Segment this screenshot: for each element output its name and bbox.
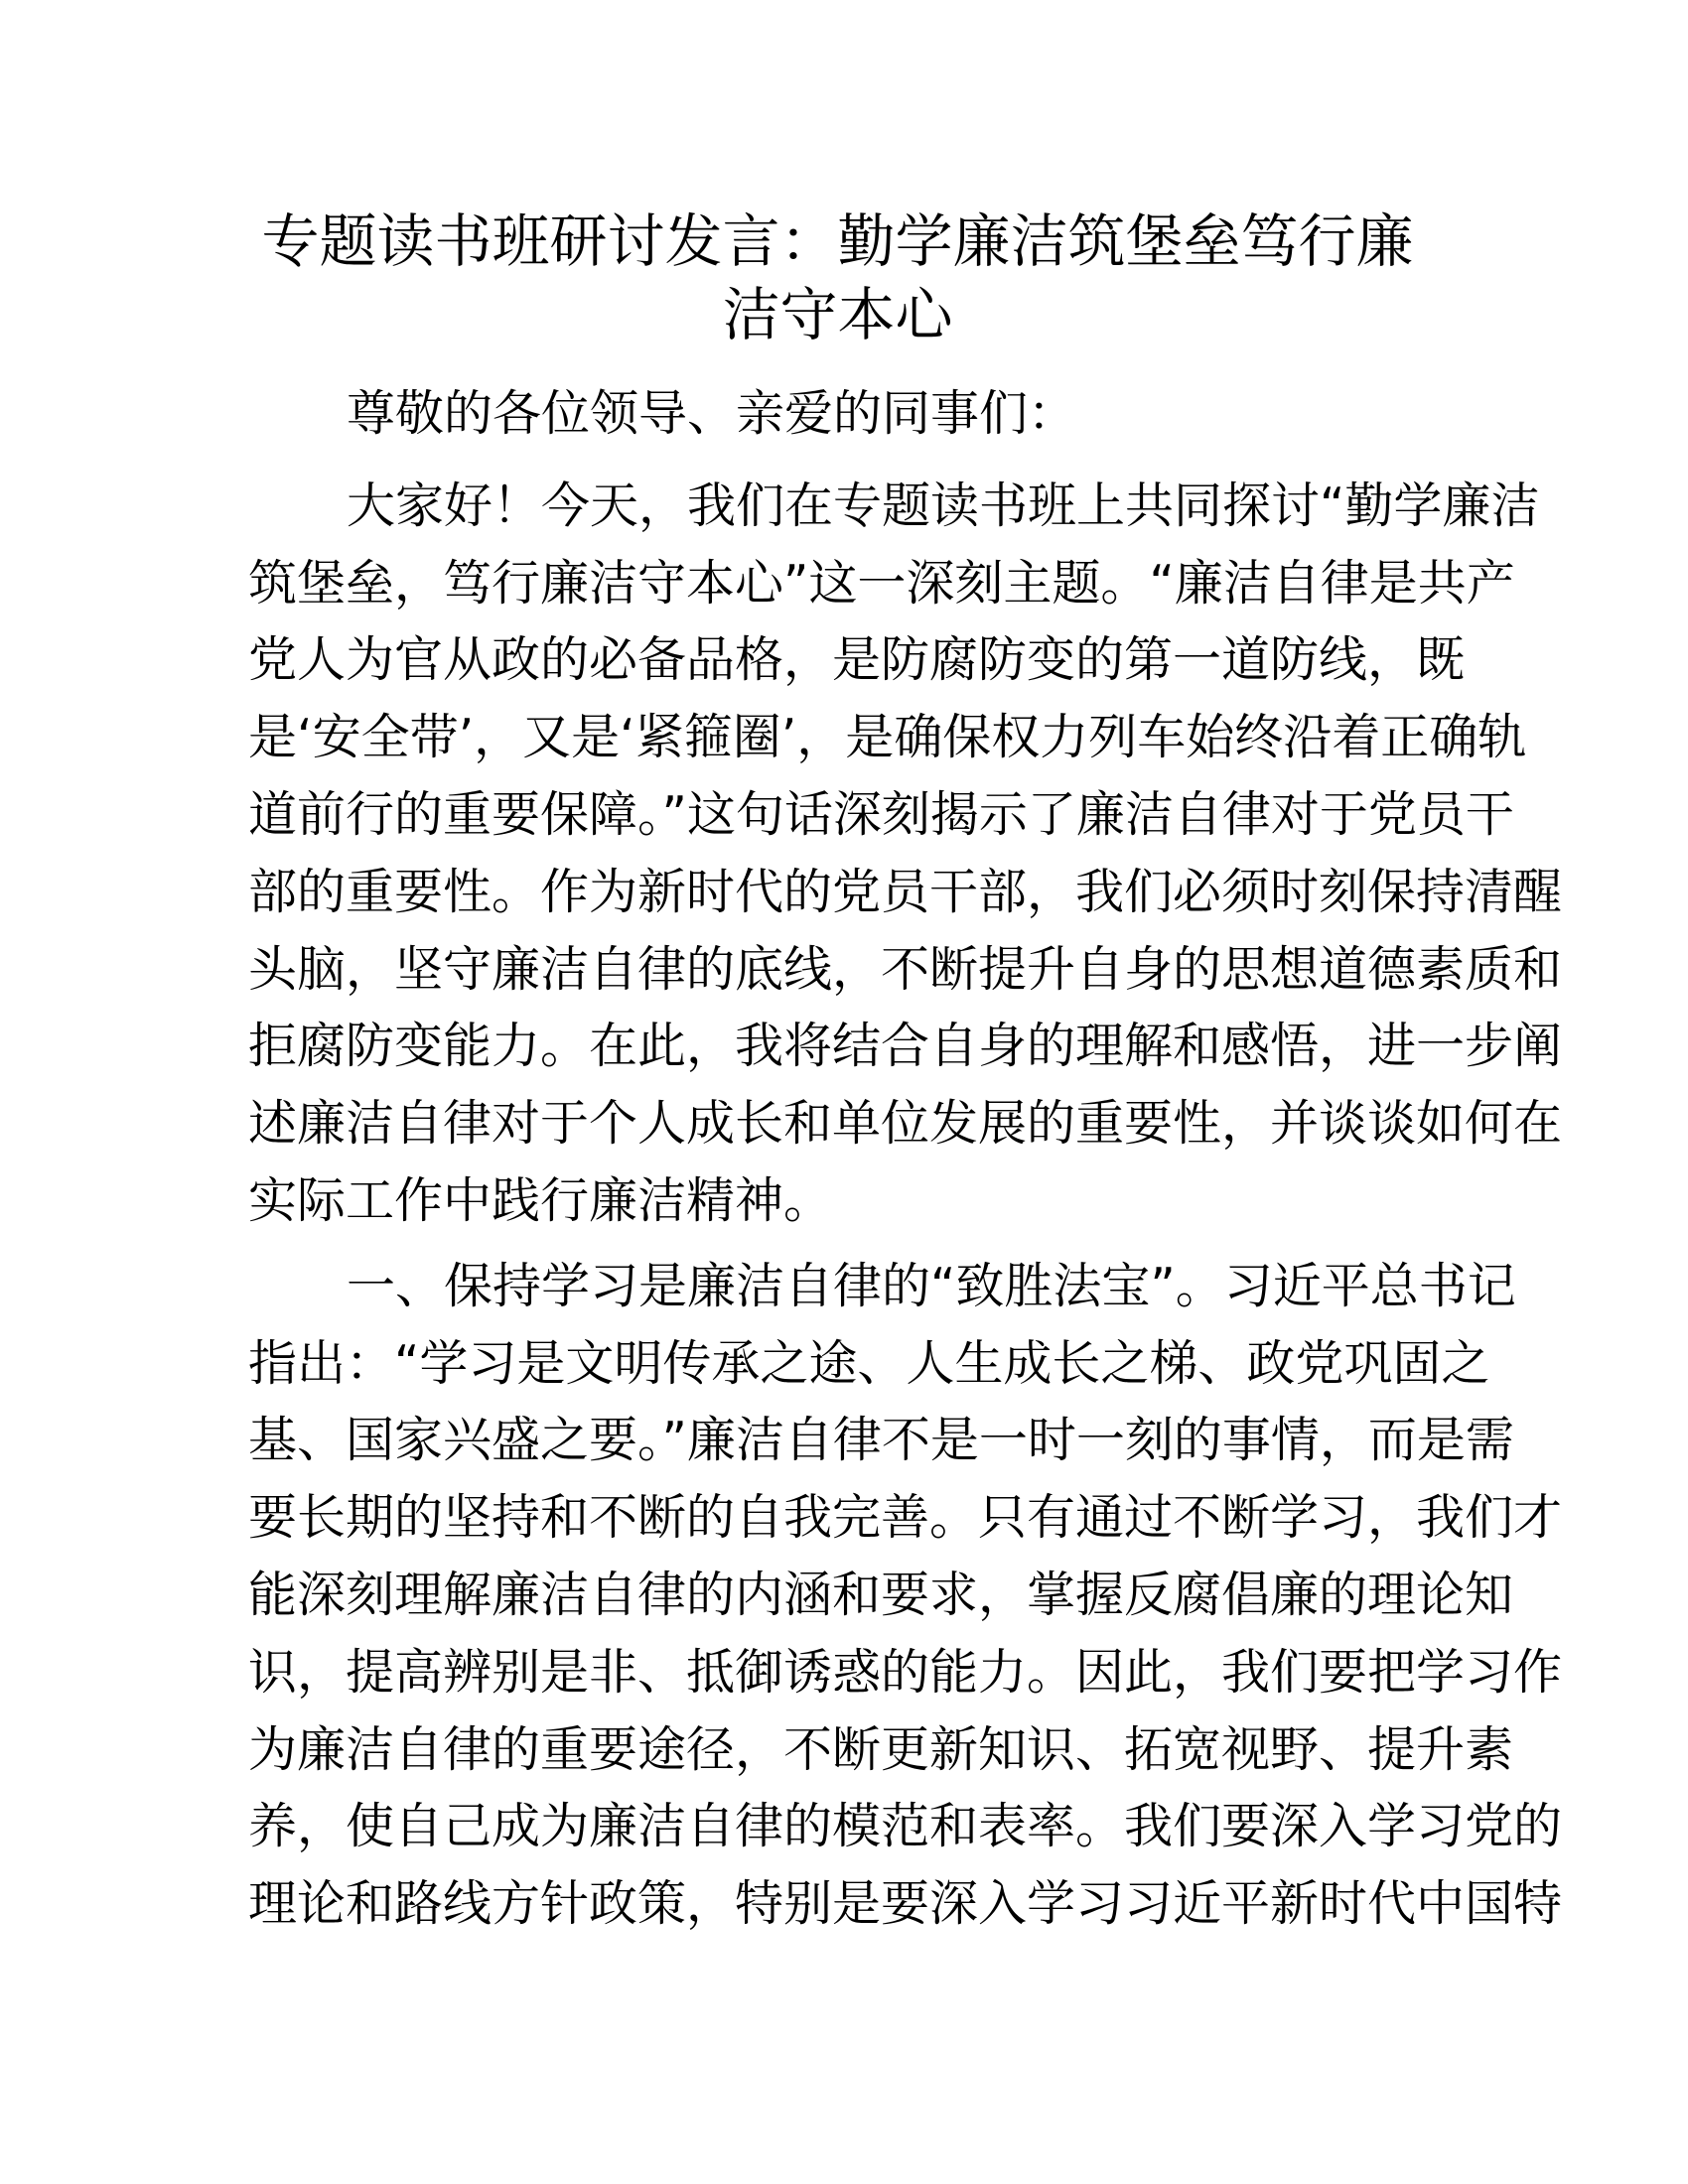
text-line: 拒腐防变能力。在此，我将结合自身的理解和感悟，进一步阐 (248, 1018, 1563, 1075)
text-line: 头脑，坚守廉洁自律的底线，不断提升自身的思想道德素质和 (248, 940, 1563, 998)
text-line: 述廉洁自律对于个人成长和单位发展的重要性，并谈谈如何在 (248, 1095, 1563, 1153)
title-line-1: 专题读书班研讨发言：勤学廉洁筑堡垒笃行廉 (261, 207, 1414, 275)
text-line: 实际工作中践行廉洁精神。 (248, 1171, 833, 1229)
text-line: 要长期的坚持和不断的自我完善。只有通过不断学习，我们才 (248, 1489, 1563, 1547)
text-line: 道前行的重要保障。”这句话深刻揭示了廉洁自律对于党员干 (248, 785, 1514, 843)
text-line: 为廉洁自律的重要途径，不断更新知识、拓宽视野、提升素 (248, 1720, 1514, 1778)
text-line: 一、保持学习是廉洁自律的“致胜法宝”。习近平总书记 (347, 1257, 1516, 1314)
text-line: 党人为官从政的必备品格，是防腐防变的第一道防线，既 (248, 631, 1466, 689)
document-title (248, 205, 1427, 351)
document-body (248, 375, 1563, 1943)
text-line: 筑堡垒，笃行廉洁守本心”这一深刻主题。“廉洁自律是共产 (248, 554, 1515, 612)
text-line: 大家好！今天，我们在专题读书班上共同探讨“勤学廉洁 (347, 477, 1540, 534)
title-line-2: 洁守本心 (722, 281, 953, 348)
text-line: 基、国家兴盛之要。”廉洁自律不是一时一刻的事情，而是需 (248, 1412, 1514, 1469)
text-line: 理论和路线方针政策，特别是要深入学习习近平新时代中国特 (248, 1875, 1563, 1933)
text-line: 部的重要性。作为新时代的党员干部，我们必须时刻保持清醒 (248, 863, 1563, 920)
text-line: 识，提高辨别是非、抵御诱惑的能力。因此，我们要把学习作 (248, 1643, 1563, 1701)
text-line: 能深刻理解廉洁自律的内涵和要求，掌握反腐倡廉的理论知 (248, 1566, 1514, 1623)
text-line: 指出：“学习是文明传承之途、人生成长之梯、政党巩固之 (248, 1334, 1490, 1392)
paragraph-2 (248, 1248, 1563, 1943)
text-line: 养，使自己成为廉洁自律的模范和表率。我们要深入学习党的 (248, 1798, 1563, 1855)
paragraph-1 (248, 468, 1563, 1240)
greeting: 尊敬的各位领导、亲爱的同事们： (347, 385, 1077, 442)
text-line: 是‘安全带’，又是‘紧箍圈’，是确保权力列车始终沿着正确轨 (248, 709, 1527, 766)
